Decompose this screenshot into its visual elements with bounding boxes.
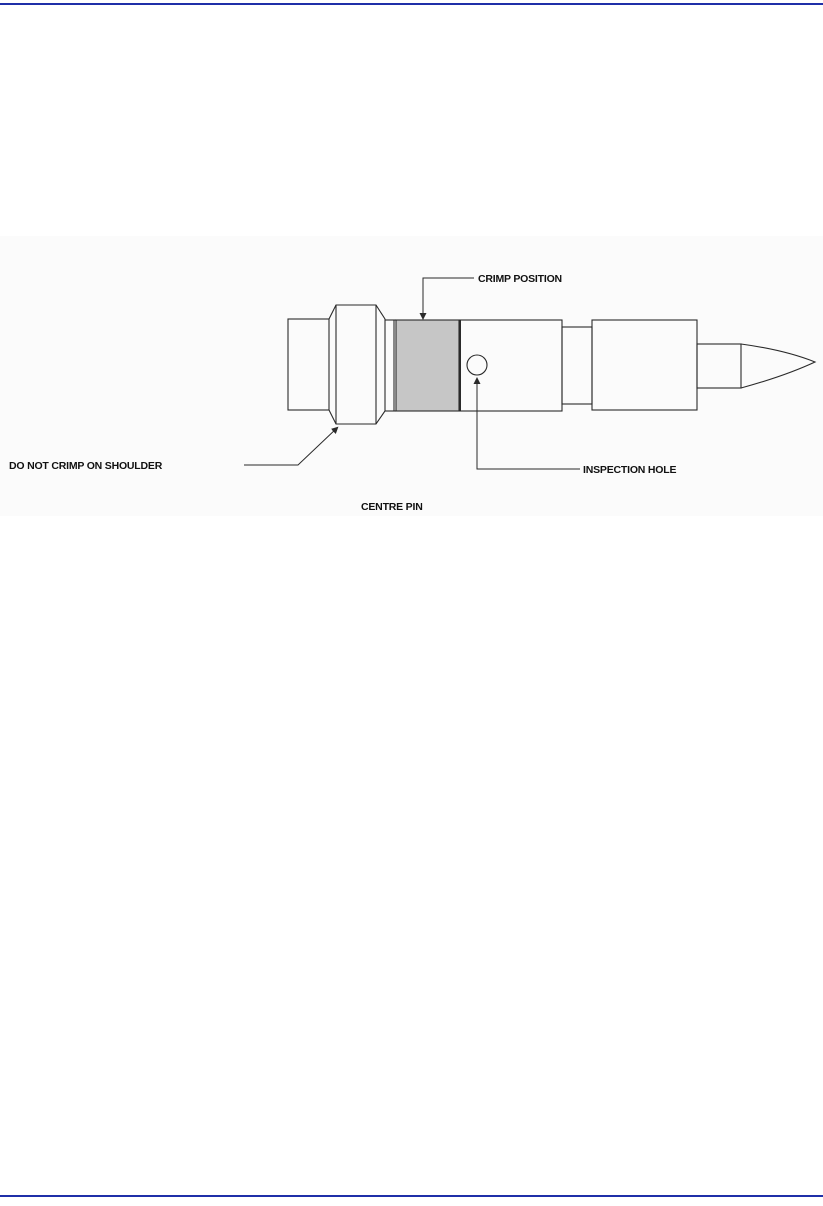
pin-tip [741,344,815,388]
pin-back-sleeve [288,319,329,410]
crimp-position-leader [423,278,474,318]
footer-rule [0,1195,823,1197]
inspection-hole-label: INSPECTION HOLE [583,464,677,476]
pin-neck [562,327,592,404]
do-not-crimp-label: DO NOT CRIMP ON SHOULDER [9,460,163,472]
crimp-position-label: CRIMP POSITION [478,273,562,285]
pin-front-body [592,320,697,410]
pin-shoulder [329,305,385,424]
inspection-hole-leader [477,379,580,469]
pin-tip-shank [697,344,741,388]
centre-pin-body [288,305,815,424]
pin-main-barrel [460,320,562,411]
crimp-band [396,320,459,411]
figure-caption: CENTRE PIN [361,501,423,513]
do-not-crimp-leader [244,428,337,465]
callouts [9,273,676,513]
inspection-hole [467,355,487,375]
